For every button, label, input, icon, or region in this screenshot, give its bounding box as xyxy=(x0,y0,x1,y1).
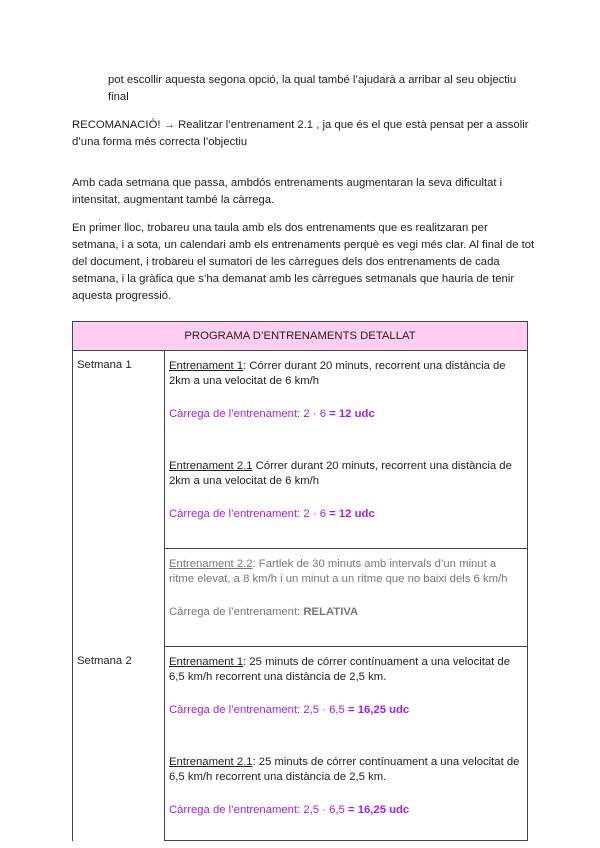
intro-line-1: pot escollir aquesta segona opció, la qual també l’ajudarà a arribar al seu objectiu xyxy=(108,74,517,86)
week2-training-2-1 xyxy=(169,755,523,785)
week1-training-1 xyxy=(169,359,523,389)
load-result: = 12 udc xyxy=(329,508,375,520)
load-label: Càrrega de l’entrenament: xyxy=(169,408,301,420)
recommendation-line-1: RECOMANACIÓ! → Realitzar l’entrenament 2.1 , ja que és el que està pensat per a assolir xyxy=(72,119,529,131)
load-formula: 2,5 · 6,5 xyxy=(303,804,345,816)
load-formula: 2 · 6 xyxy=(303,408,326,420)
load-result: = 16,25 udc xyxy=(347,704,410,716)
load-formula: 2,5 · 6,5 xyxy=(303,704,345,716)
week-1-alt-cell xyxy=(165,549,528,647)
week1-training-2-1 xyxy=(169,459,523,489)
intro-line-2: final xyxy=(108,91,129,103)
paragraph2-line-5: aquesta progressió. xyxy=(72,290,172,302)
week2-training-2-1-title: Entrenament 2.1 xyxy=(169,756,253,768)
recommendation-line-2: d’una forma més correcta l’objectiu xyxy=(72,136,248,148)
week2-training-1-load xyxy=(169,703,523,718)
load-result: RELATIVA xyxy=(303,606,359,618)
week2-training-1-desc: : 25 minuts de córrer contínuament a una velocitat de 6,5 km/h recorrent una distància de 2,5 km. xyxy=(169,656,510,683)
paragraph2-line-3: del document, i trobareu el sumatori de les càrregues dels dos entrenaments de cada xyxy=(72,256,500,268)
week-1-cell xyxy=(165,351,528,549)
week1-training-2-1-load xyxy=(169,507,523,522)
week-1-label: Setmana 1 xyxy=(73,351,165,647)
week1-training-1-title: Entrenament 1 xyxy=(169,360,244,372)
week1-training-2-1-desc: Córrer durant 20 minuts, recorrent una distància de 2km a una velocitat de 6 km/h xyxy=(169,460,512,487)
paragraph2-line-2: setmana, i a sota, un calendari amb els entrenaments perquè es vegi més clar. Al final de tot xyxy=(72,239,535,251)
week1-training-2-1-title: Entrenament 2.1 xyxy=(169,460,253,472)
paragraph2-line-4: setmana, i la gràfica que s’ha demanat amb les càrregues setmanals que hauria de tenir xyxy=(72,273,515,285)
load-label: Càrrega de l’entrenament: xyxy=(169,804,301,816)
week1-training-2-2-title: Entrenament 2.2 xyxy=(169,558,253,570)
load-label: Càrrega de l’entrenament: xyxy=(169,508,301,520)
training-program-table xyxy=(72,321,528,841)
week1-training-1-desc: : Córrer durant 20 minuts, recorrent una distància de 2km a una velocitat de 6 km/h xyxy=(169,360,506,387)
week-2-label: Setmana 2 xyxy=(73,647,165,841)
table-header: PROGRAMA D’ENTRENAMENTS DETALLAT xyxy=(73,322,528,351)
week1-training-1-load xyxy=(169,407,523,422)
load-result: = 12 udc xyxy=(329,408,375,420)
load-label: Càrrega de l’entrenament: xyxy=(169,704,301,716)
load-label: Càrrega de l’entrenament: xyxy=(169,606,301,618)
week1-training-2-2-desc: : Fartlek de 30 minuts amb intervals d’un minut a ritme elevat, a 8 km/h i un minut a un ritme que no baixi dels 6 km/h xyxy=(169,558,508,585)
week-2-cell xyxy=(165,647,528,841)
paragraph1-line-2: intensitat, augmentant també la càrrega. xyxy=(72,194,275,206)
week2-training-1 xyxy=(169,655,523,685)
week2-training-2-1-load xyxy=(169,803,523,818)
week2-training-1-title: Entrenament 1 xyxy=(169,656,244,668)
load-formula: 2 · 6 xyxy=(303,508,326,520)
load-result: = 16,25 udc xyxy=(347,804,410,816)
paragraph2-line-1: En primer lloc, trobareu una taula amb els dos entrenaments que es realitzaran per xyxy=(72,222,488,234)
week1-training-2-2-load xyxy=(169,605,523,620)
paragraph1-line-1: Amb cada setmana que passa, ambdós entrenaments augmentaran la seva dificultat i xyxy=(72,177,503,189)
week1-training-2-2 xyxy=(169,557,523,587)
week2-training-2-1-desc: : 25 minuts de córrer contínuament a una velocitat de 6,5 km/h recorrent una distància de 2,5 km. xyxy=(169,756,520,783)
